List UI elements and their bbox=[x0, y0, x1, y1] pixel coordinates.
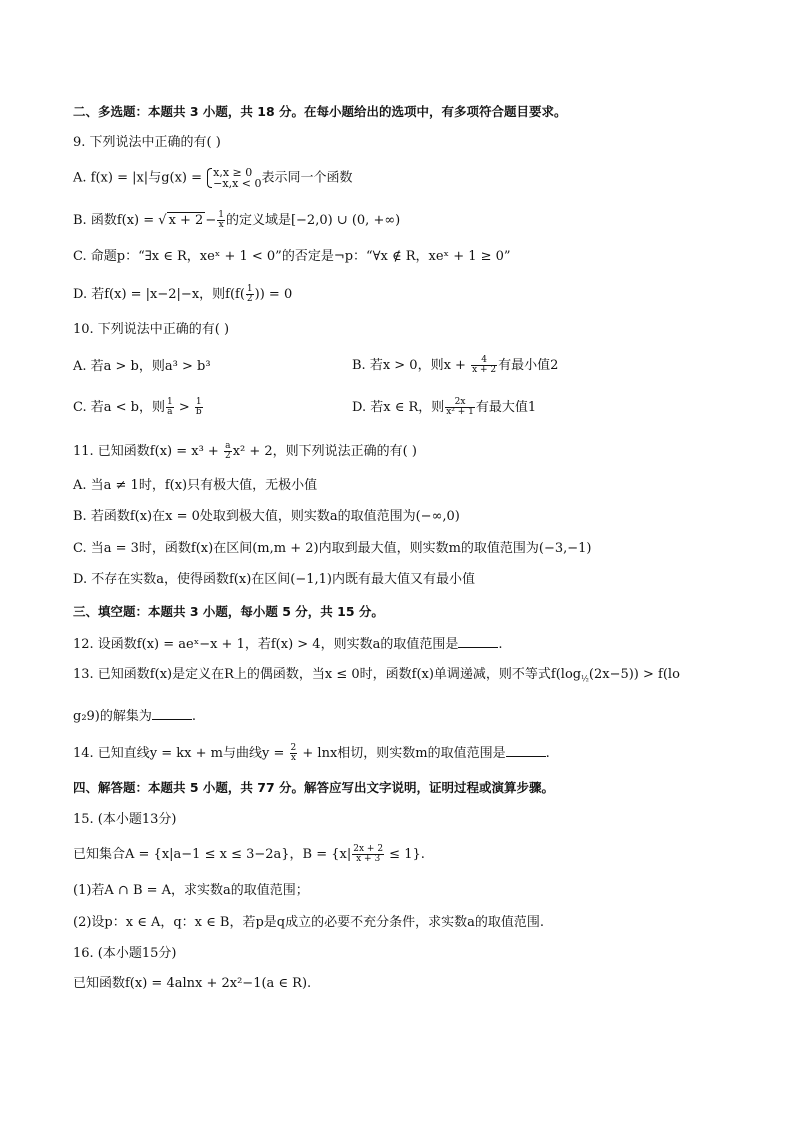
question-12: 12. 设函数f(x) = aeˣ−x + 1，若f(x) > 4，则实数a的取值范围是 . bbox=[73, 637, 503, 652]
question-15-stem: 已知集合A = {x|a−1 ≤ x ≤ 3−2a}，B = {x| $\frac{2x + 2}{x + 3}$ ≤ 1}. bbox=[73, 844, 425, 864]
question-10-option-d: D. 若x ∈ R，则 $\frac{2x}{\text{x² + 1}}$ 有最大值1 bbox=[352, 397, 537, 417]
question-11-option-a: A. 当a ≠ 1时，f(x)只有极大值，无极小值 bbox=[73, 478, 318, 493]
question-13-line-1: 13. 已知函数f(x)是定义在R上的偶函数，当x ≤ 0时，函数f(x)单调递减，则不等式$f(\log_{\frac{1}{2}}(2x-5)) > f(lo$ bbox=[73, 667, 680, 684]
question-11-stem: 11. 已知函数f(x) = x³ + $\frac{a}{2}$ x² + 2，则下列说法正确的有( ) bbox=[73, 441, 417, 461]
question-9-option-a: A. f(x) = |x|与g(x) = x,x ≥ 0 −x,x < 0 表示同一个函数 bbox=[73, 166, 353, 190]
question-11-option-c: C. 当a = 3时，函数f(x)在区间(m,m + 2)内取到最大值，则实数m的取值范围为(−3,−1) bbox=[73, 541, 592, 556]
section-fill-in-heading: 三、填空题：本题共 3 小题，每小题 5 分，共 15 分。 bbox=[73, 604, 384, 619]
answer-blank bbox=[458, 635, 498, 648]
answer-blank bbox=[152, 707, 192, 720]
question-16-stem: 已知函数f(x) = 4alnx + 2x²−1(a ∈ R). bbox=[73, 976, 312, 991]
question-9-option-b: B. 函数f(x) = √ x + 2 − $\frac{1}{x}$ 的定义域是[−2,0) ∪ (0, +∞) bbox=[73, 210, 401, 230]
question-15-title: 15. (本小题13分) bbox=[73, 812, 177, 827]
question-9-stem: 9. 下列说法中正确的有( ) bbox=[73, 135, 221, 150]
question-10-stem: 10. 下列说法中正确的有( ) bbox=[73, 322, 230, 337]
question-9-option-d: D. 若f(x) = |x−2|−x，则f(f( $\frac{1}{2}$ )) = 0 bbox=[73, 284, 293, 304]
question-16-title: 16. (本小题15分) bbox=[73, 946, 177, 961]
question-10-option-c: C. 若a < b，则 $\frac{1}{a}$ > $\frac{1}{b}$ bbox=[73, 397, 202, 417]
question-13-line-2: g₂9)的解集为 . bbox=[73, 709, 197, 724]
answer-blank bbox=[506, 744, 546, 757]
question-9-option-c: C. 命题p：“∃x ∈ R，xeˣ + 1 < 0”的否定是¬p：“∀x ∉ R，xeˣ + 1 ≥ 0” bbox=[73, 249, 511, 264]
question-15-part-1: (1)若A ∩ B = A，求实数a的取值范围； bbox=[73, 883, 309, 898]
question-10-option-a: A. 若a > b，则a³ > b³ bbox=[73, 359, 211, 374]
section-multiple-choice-heading: 二、多选题：本题共 3 小题，共 18 分。在每小题给出的选项中，有多项符合题目要求。 bbox=[73, 104, 567, 119]
question-15-part-2: (2)设p：x ∈ A，q：x ∈ B，若p是q成立的必要不充分条件，求实数a的取值范围. bbox=[73, 915, 544, 930]
question-10-option-b: B. 若x > 0，则x + $\frac{4}{x + 2}$ 有最小值2 bbox=[352, 355, 559, 375]
question-11-option-b: B. 若函数f(x)在x = 0处取到极大值，则实数a的取值范围为(−∞,0) bbox=[73, 509, 460, 524]
question-14: 14. 已知直线y = kx + m与曲线y = $\frac{2}{x}$ + lnx相切，则实数m的取值范围是 . bbox=[73, 743, 550, 763]
section-answer-heading: 四、解答题：本题共 5 小题，共 77 分。解答应写出文字说明，证明过程或演算步骤。 bbox=[73, 780, 555, 795]
piecewise-brace: x,x ≥ 0 −x,x < 0 bbox=[206, 167, 261, 189]
question-11-option-d: D. 不存在实数a，使得函数f(x)在区间(−1,1)内既有最大值又有最小值 bbox=[73, 572, 475, 587]
